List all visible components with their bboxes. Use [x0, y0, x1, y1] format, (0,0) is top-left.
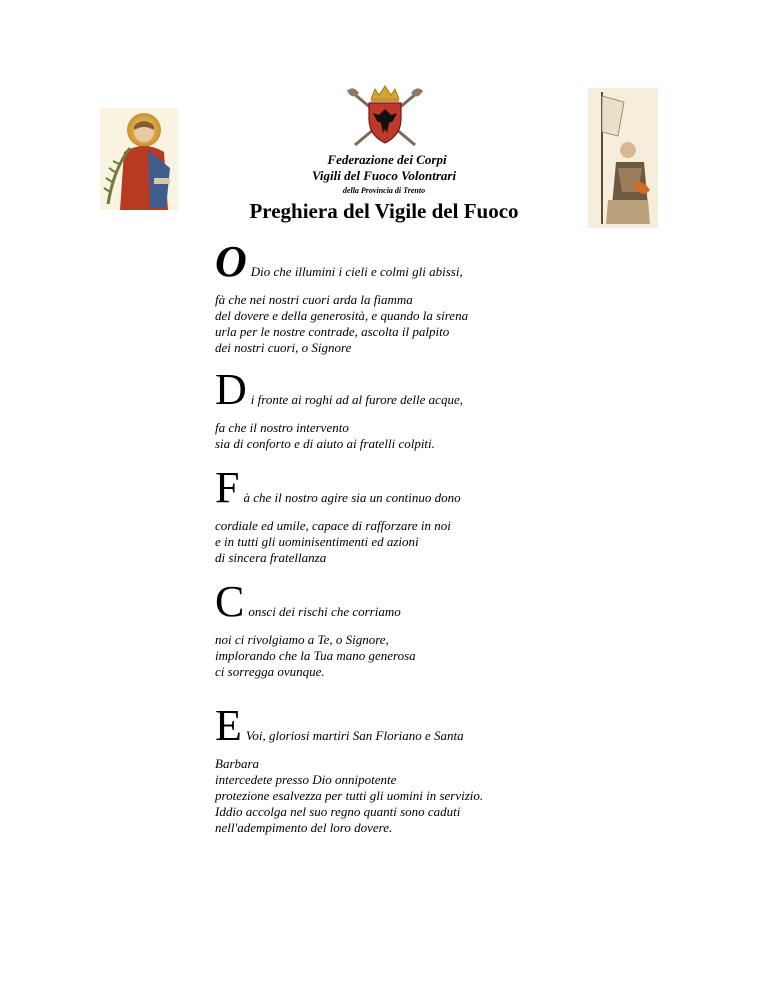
stanza-initial: D — [215, 365, 247, 414]
stanza-line: fa che il nostro intervento — [215, 420, 349, 435]
stanza-lead: Voi, gloriosi martiri San Floriano e Santa — [245, 728, 464, 743]
stanza-initial: F — [215, 463, 240, 512]
stanza-line: implorando che la Tua mano generosa — [215, 648, 416, 663]
stanza-5 — [215, 701, 575, 836]
stanza-line: del dovere e della generosità, e quando la sirena — [215, 308, 469, 323]
stanza-line: sia di conforto e di aiuto ai fratelli colpiti. — [215, 436, 435, 451]
stanza-initial: C — [215, 577, 245, 626]
stanza-line: cordiale ed umile, capace di rafforzare in noi — [215, 518, 451, 533]
page-title: Preghiera del Vigile del Fuoco — [249, 199, 519, 223]
stanza-1 — [215, 237, 575, 356]
stanza-lead: Dio che illumini i cieli e colmi gli abissi, — [250, 264, 463, 279]
org-line-3: della Provincia di Trento — [342, 186, 426, 195]
stanza-line: e in tutti gli uominisentimenti ed azioni — [215, 534, 419, 549]
stanza-4 — [215, 577, 575, 680]
stanza-line: noi ci rivolgiamo a Te, o Signore, — [215, 632, 389, 647]
stanza-line: dei nostri cuori, o Signore — [215, 340, 352, 355]
stanza-line: ci sorregga ovunque. — [215, 664, 325, 679]
stanza-line: protezione esalvezza per tutti gli uomini in servizio. — [215, 788, 484, 803]
stanza-2 — [215, 365, 575, 452]
stanza-line: intercedete presso Dio onnipotente — [215, 772, 397, 787]
stanza-lead: à che il nostro agire sia un continuo dono — [243, 490, 461, 505]
org-line-1: Federazione dei Corpi — [327, 152, 447, 167]
stanza-line: di sincera fratellanza — [215, 550, 327, 565]
stanza-lead: onsci dei rischi che corriamo — [248, 604, 401, 619]
stanza-3 — [215, 463, 575, 566]
stanza-initial: E — [215, 701, 242, 750]
stanza-lead: i fronte ai roghi ad al furore delle acque, — [250, 392, 463, 407]
stanza-line: urla per le nostre contrade, ascolta il palpito — [215, 324, 450, 339]
org-line-2: Vigili del Fuoco Volontrari — [311, 168, 457, 183]
stanza-line: Barbara — [215, 756, 260, 771]
stanza-line: Iddio accolga nel suo regno quanti sono caduti — [215, 804, 461, 819]
stanza-line: nell'adempimento del loro dovere. — [215, 820, 393, 835]
stanza-initial: O — [215, 237, 247, 286]
crest-logo — [343, 83, 427, 149]
stanza-line: fà che nei nostri cuori arda la fiamma — [215, 292, 413, 307]
